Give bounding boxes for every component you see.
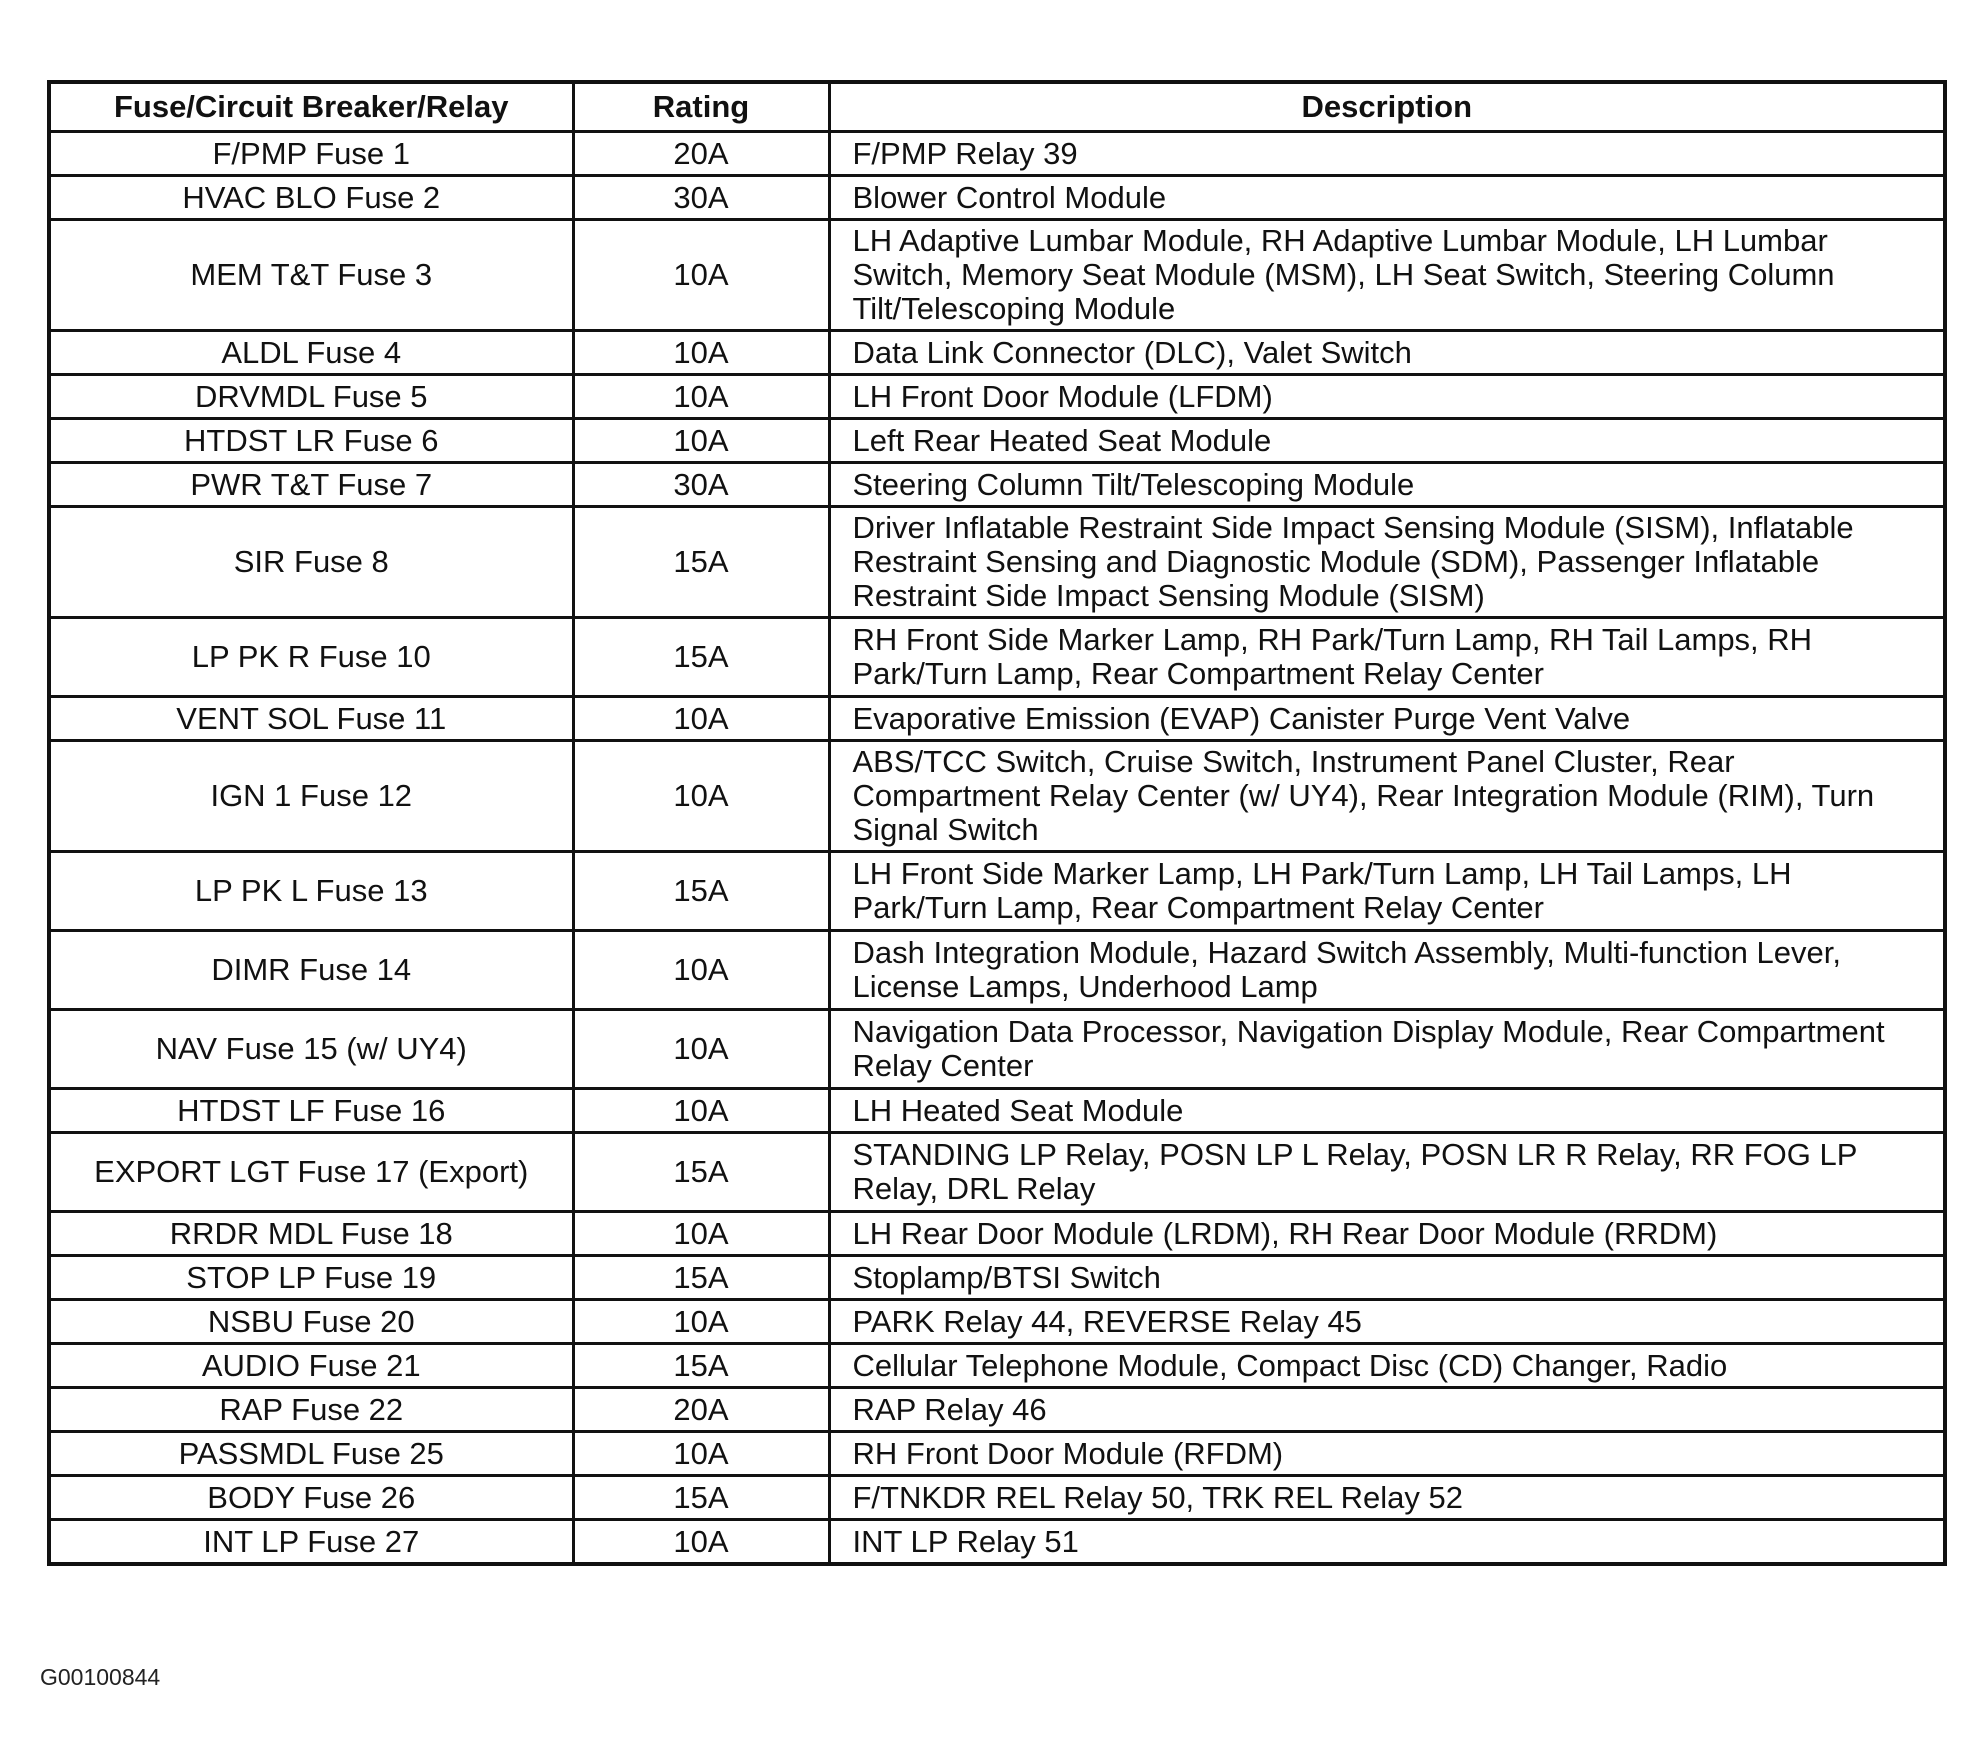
rating-cell: 10A bbox=[573, 931, 829, 1010]
table-row bbox=[49, 931, 1945, 1010]
fuse-cell: STOP LP Fuse 19 bbox=[49, 1256, 573, 1300]
description-cell: RAP Relay 46 bbox=[829, 1388, 1945, 1432]
description-cell: RH Front Door Module (RFDM) bbox=[829, 1432, 1945, 1476]
fuse-cell: IGN 1 Fuse 12 bbox=[49, 741, 573, 852]
fuse-cell: LP PK L Fuse 13 bbox=[49, 852, 573, 931]
description-cell: Cellular Telephone Module, Compact Disc (CD) Changer, Radio bbox=[829, 1344, 1945, 1388]
description-cell: PARK Relay 44, REVERSE Relay 45 bbox=[829, 1300, 1945, 1344]
fuse-cell: HTDST LR Fuse 6 bbox=[49, 419, 573, 463]
description-cell: Blower Control Module bbox=[829, 176, 1945, 220]
rating-cell: 20A bbox=[573, 1388, 829, 1432]
rating-cell: 10A bbox=[573, 1520, 829, 1565]
fuse-cell: MEM T&T Fuse 3 bbox=[49, 220, 573, 331]
description-cell: Navigation Data Processor, Navigation Display Module, Rear Compartment Relay Center bbox=[829, 1010, 1945, 1089]
table-row bbox=[49, 419, 1945, 463]
fuse-cell: ALDL Fuse 4 bbox=[49, 331, 573, 375]
table-row bbox=[49, 1344, 1945, 1388]
description-cell: LH Front Side Marker Lamp, LH Park/Turn Lamp, LH Tail Lamps, LH Park/Turn Lamp, Rear Compartment Relay Center bbox=[829, 852, 1945, 931]
table-row bbox=[49, 852, 1945, 931]
table-row bbox=[49, 1133, 1945, 1212]
rating-cell: 10A bbox=[573, 1300, 829, 1344]
fuse-cell: LP PK R Fuse 10 bbox=[49, 618, 573, 697]
fuse-cell: F/PMP Fuse 1 bbox=[49, 132, 573, 176]
fuse-cell: VENT SOL Fuse 11 bbox=[49, 697, 573, 741]
table-row bbox=[49, 697, 1945, 741]
fuse-cell: DIMR Fuse 14 bbox=[49, 931, 573, 1010]
description-cell: STANDING LP Relay, POSN LP L Relay, POSN LR R Relay, RR FOG LP Relay, DRL Relay bbox=[829, 1133, 1945, 1212]
description-cell: LH Adaptive Lumbar Module, RH Adaptive Lumbar Module, LH Lumbar Switch, Memory Seat Module (MSM), LH Seat Switch, Steering Column Tilt/Telescoping Module bbox=[829, 220, 1945, 331]
table-row bbox=[49, 1212, 1945, 1256]
rating-cell: 10A bbox=[573, 697, 829, 741]
table-row bbox=[49, 1432, 1945, 1476]
table-row bbox=[49, 132, 1945, 176]
fuse-cell: BODY Fuse 26 bbox=[49, 1476, 573, 1520]
rating-cell: 15A bbox=[573, 1256, 829, 1300]
rating-cell: 15A bbox=[573, 852, 829, 931]
table-row bbox=[49, 1089, 1945, 1133]
description-cell: F/PMP Relay 39 bbox=[829, 132, 1945, 176]
rating-cell: 10A bbox=[573, 419, 829, 463]
rating-cell: 15A bbox=[573, 1344, 829, 1388]
table-row bbox=[49, 1476, 1945, 1520]
table-row bbox=[49, 220, 1945, 331]
fuse-cell: SIR Fuse 8 bbox=[49, 507, 573, 618]
rating-cell: 10A bbox=[573, 331, 829, 375]
fuse-cell: RAP Fuse 22 bbox=[49, 1388, 573, 1432]
table-row bbox=[49, 176, 1945, 220]
fuse-cell: PASSMDL Fuse 25 bbox=[49, 1432, 573, 1476]
rating-cell: 10A bbox=[573, 741, 829, 852]
fuse-cell: NAV Fuse 15 (w/ UY4) bbox=[49, 1010, 573, 1089]
table-row bbox=[49, 1010, 1945, 1089]
description-cell: LH Front Door Module (LFDM) bbox=[829, 375, 1945, 419]
fuse-table bbox=[47, 80, 1947, 1566]
rating-cell: 15A bbox=[573, 618, 829, 697]
description-cell: Left Rear Heated Seat Module bbox=[829, 419, 1945, 463]
table-row bbox=[49, 507, 1945, 618]
description-cell: Steering Column Tilt/Telescoping Module bbox=[829, 463, 1945, 507]
figure-code: G00100844 bbox=[40, 1664, 161, 1690]
table-row bbox=[49, 331, 1945, 375]
header-row bbox=[49, 82, 1945, 132]
description-cell: LH Rear Door Module (LRDM), RH Rear Door Module (RRDM) bbox=[829, 1212, 1945, 1256]
fuse-cell: NSBU Fuse 20 bbox=[49, 1300, 573, 1344]
fuse-cell: PWR T&T Fuse 7 bbox=[49, 463, 573, 507]
rating-cell: 15A bbox=[573, 1133, 829, 1212]
description-cell: Dash Integration Module, Hazard Switch Assembly, Multi-function Lever, License Lamps, Underhood Lamp bbox=[829, 931, 1945, 1010]
rating-cell: 10A bbox=[573, 1212, 829, 1256]
header-description: Description bbox=[829, 82, 1945, 132]
description-cell: Stoplamp/BTSI Switch bbox=[829, 1256, 1945, 1300]
table-row bbox=[49, 1256, 1945, 1300]
fuse-cell: EXPORT LGT Fuse 17 (Export) bbox=[49, 1133, 573, 1212]
description-cell: Data Link Connector (DLC), Valet Switch bbox=[829, 331, 1945, 375]
fuse-cell: HVAC BLO Fuse 2 bbox=[49, 176, 573, 220]
rating-cell: 10A bbox=[573, 1432, 829, 1476]
rating-cell: 15A bbox=[573, 1476, 829, 1520]
fuse-cell: HTDST LF Fuse 16 bbox=[49, 1089, 573, 1133]
table-row bbox=[49, 375, 1945, 419]
description-cell: ABS/TCC Switch, Cruise Switch, Instrument Panel Cluster, Rear Compartment Relay Center (w/ UY4), Rear Integration Module (RIM), Turn Signal Switch bbox=[829, 741, 1945, 852]
description-cell: Evaporative Emission (EVAP) Canister Purge Vent Valve bbox=[829, 697, 1945, 741]
table-row bbox=[49, 618, 1945, 697]
description-cell: INT LP Relay 51 bbox=[829, 1520, 1945, 1565]
table-row bbox=[49, 1520, 1945, 1565]
table-row bbox=[49, 463, 1945, 507]
description-cell: LH Heated Seat Module bbox=[829, 1089, 1945, 1133]
fuse-cell: RRDR MDL Fuse 18 bbox=[49, 1212, 573, 1256]
header-rating: Rating bbox=[573, 82, 829, 132]
rating-cell: 10A bbox=[573, 220, 829, 331]
rating-cell: 20A bbox=[573, 132, 829, 176]
rating-cell: 10A bbox=[573, 1010, 829, 1089]
rating-cell: 30A bbox=[573, 176, 829, 220]
fuse-cell: INT LP Fuse 27 bbox=[49, 1520, 573, 1565]
rating-cell: 10A bbox=[573, 375, 829, 419]
rating-cell: 30A bbox=[573, 463, 829, 507]
fuse-cell: AUDIO Fuse 21 bbox=[49, 1344, 573, 1388]
table-row bbox=[49, 741, 1945, 852]
description-cell: F/TNKDR REL Relay 50, TRK REL Relay 52 bbox=[829, 1476, 1945, 1520]
rating-cell: 10A bbox=[573, 1089, 829, 1133]
table-row bbox=[49, 1388, 1945, 1432]
fuse-cell: DRVMDL Fuse 5 bbox=[49, 375, 573, 419]
table-row bbox=[49, 1300, 1945, 1344]
rating-cell: 15A bbox=[573, 507, 829, 618]
header-fuse: Fuse/Circuit Breaker/Relay bbox=[49, 82, 573, 132]
description-cell: RH Front Side Marker Lamp, RH Park/Turn Lamp, RH Tail Lamps, RH Park/Turn Lamp, Rear Compartment Relay Center bbox=[829, 618, 1945, 697]
description-cell: Driver Inflatable Restraint Side Impact Sensing Module (SISM), Inflatable Restraint Sensing and Diagnostic Module (SDM), Passenger Inflatable Restraint Side Impact Sensing Module (SISM) bbox=[829, 507, 1945, 618]
